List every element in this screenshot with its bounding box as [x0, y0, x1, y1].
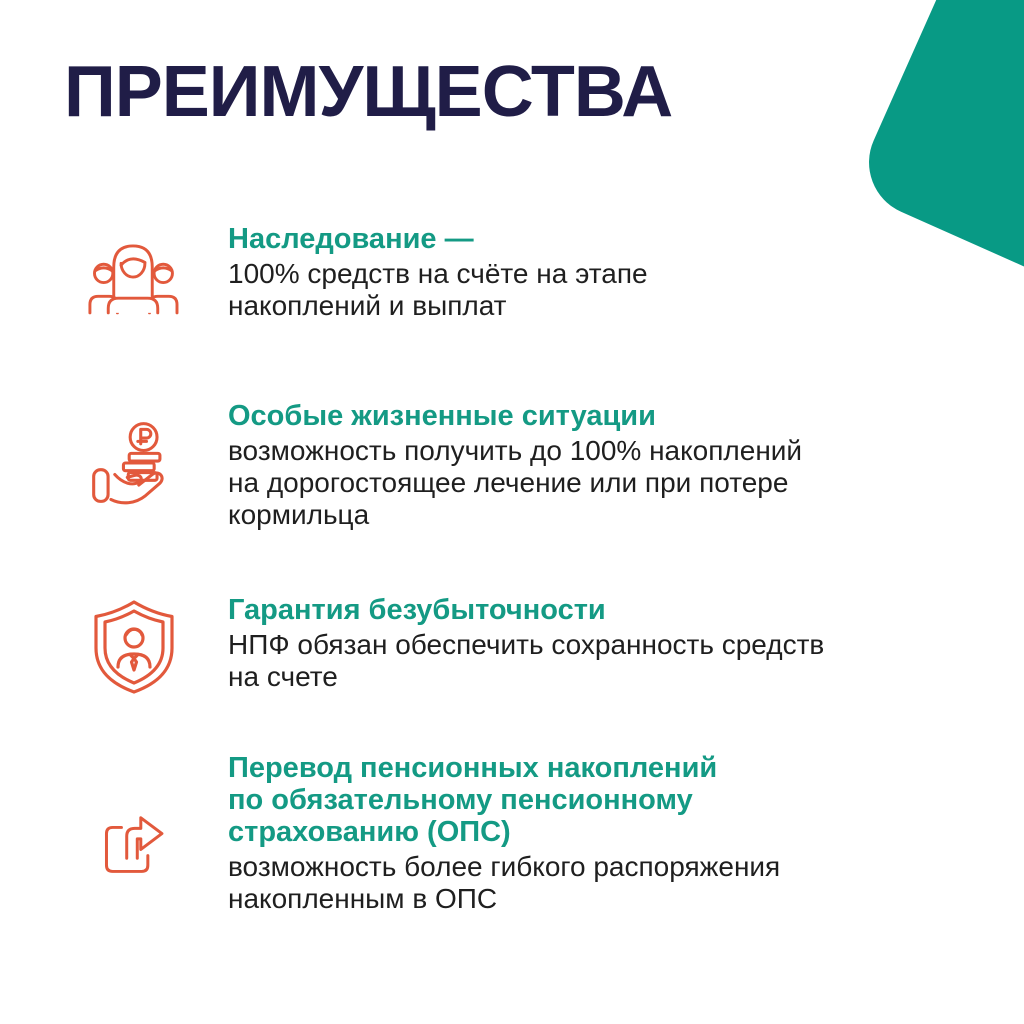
hand-ruble-coins-icon: [86, 415, 182, 511]
page-title: ПРЕИМУЩЕСТВА: [64, 52, 673, 132]
item-title: Перевод пенсионных накоплений по обязательному пенсионному страхованию (ОПС): [228, 752, 718, 848]
item-title: Наследование —: [228, 223, 474, 255]
item-body: 100% средств на счёте на этапе накоплений и выплат: [228, 258, 648, 321]
transfer-arrow-icon: [88, 794, 176, 882]
benefit-item-ops-transfer: [228, 752, 928, 915]
benefit-item-breakeven-guarantee: [228, 594, 928, 693]
item-title: Гарантия безубыточности: [228, 594, 606, 626]
shield-person-icon: [84, 597, 184, 697]
item-body: возможность получить до 100% накоплений на дорогостоящее лечение или при потере кормильца: [228, 435, 803, 530]
item-title: Особые жизненные ситуации: [228, 400, 656, 432]
benefit-item-special-situations: [228, 400, 928, 531]
family-icon: [78, 230, 188, 326]
teal-corner-shape: [852, 0, 1024, 401]
item-body: НПФ обязан обеспечить сохранность средств на счете: [228, 629, 825, 692]
benefit-item-inheritance: [228, 223, 928, 322]
item-body: возможность более гибкого распоряжения накопленным в ОПС: [228, 851, 781, 914]
